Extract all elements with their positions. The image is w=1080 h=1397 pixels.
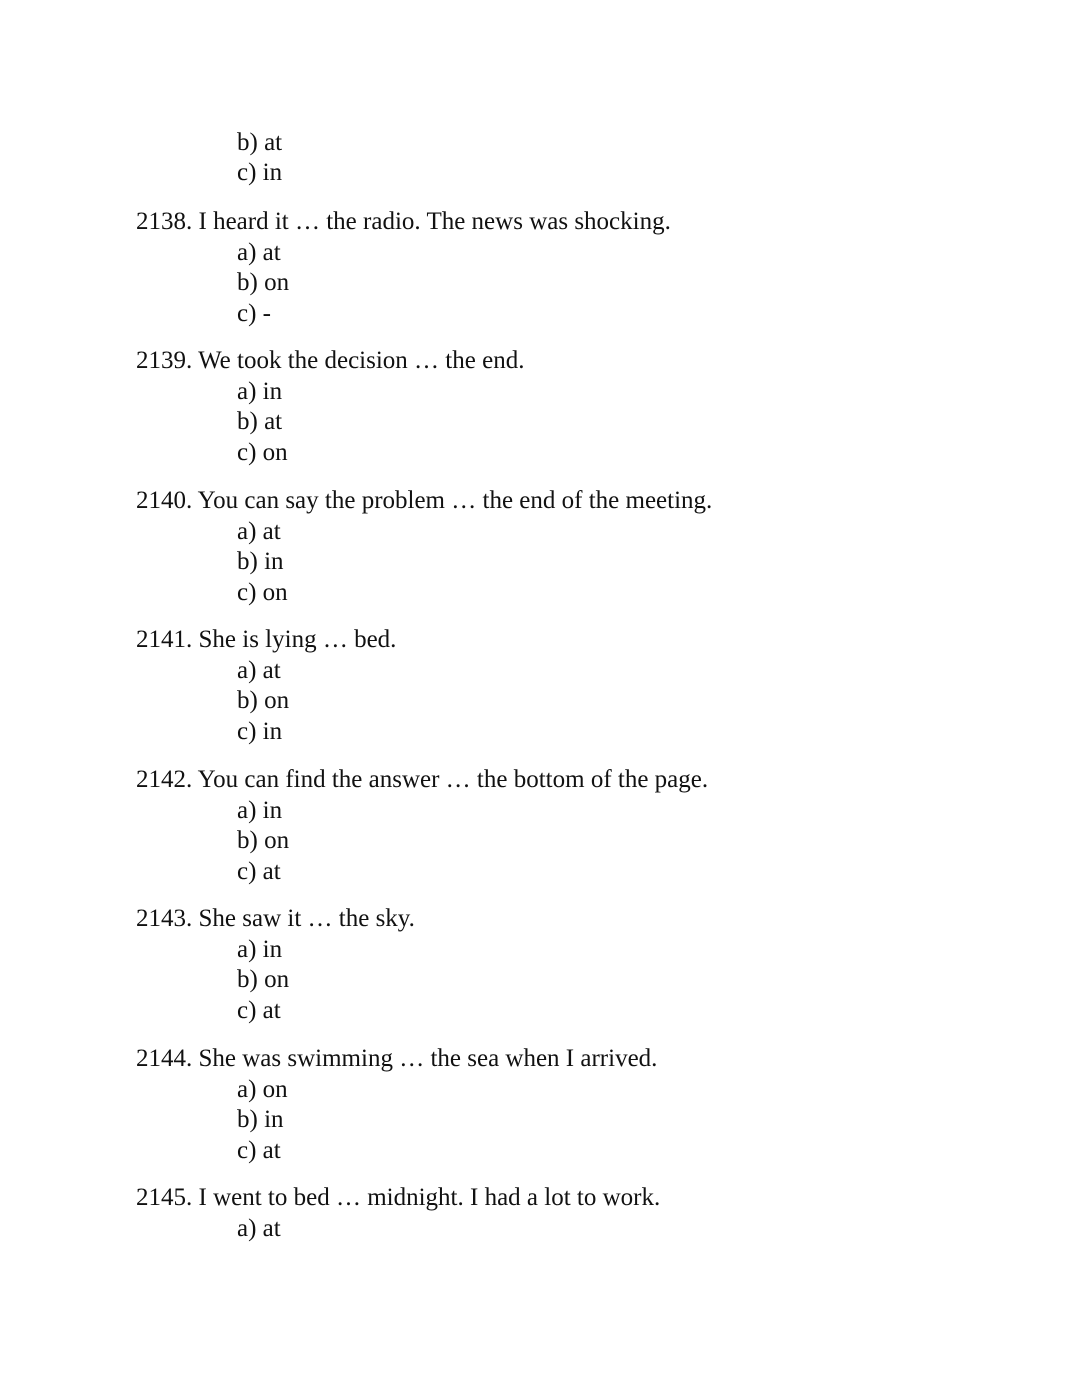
option-label: b) (237, 129, 258, 156)
option-label: b) (237, 1106, 258, 1133)
option-text: at (262, 997, 281, 1024)
option-label: c) (237, 300, 257, 327)
question-number: 2139. (136, 347, 193, 374)
option-line (237, 1105, 284, 1135)
option-label: b) (237, 827, 258, 854)
option-line (237, 826, 289, 856)
option-label: c) (237, 159, 257, 186)
question-text: You can say the problem … the end of the meeting. (197, 487, 713, 514)
question-line (136, 1183, 660, 1213)
option-text: on (262, 579, 288, 606)
option-text: at (264, 129, 283, 156)
option-text: on (262, 1076, 288, 1103)
question-number: 2145. (136, 1184, 193, 1211)
option-text: in (262, 378, 283, 405)
question-line (136, 625, 396, 655)
question-text: You can find the answer … the bottom of the page. (197, 766, 709, 793)
option-text: at (262, 657, 281, 684)
option-text: at (262, 518, 281, 545)
option-text: on (262, 439, 288, 466)
option-text: in (262, 718, 283, 745)
question-text: She is lying … bed. (198, 626, 397, 653)
option-label: c) (237, 718, 257, 745)
option-label: b) (237, 687, 258, 714)
option-line (237, 299, 271, 329)
option-label: a) (237, 518, 257, 545)
option-line (237, 656, 281, 686)
option-line (237, 1136, 281, 1166)
option-label: b) (237, 966, 258, 993)
option-line (237, 268, 289, 298)
option-text: on (264, 966, 290, 993)
option-label: c) (237, 1137, 257, 1164)
option-line (237, 158, 282, 188)
option-text: in (262, 936, 283, 963)
option-text: - (262, 300, 271, 327)
option-label: c) (237, 997, 257, 1024)
option-line (237, 547, 284, 577)
option-line (237, 1214, 281, 1244)
question-text: We took the decision … the end. (198, 347, 525, 374)
option-text: at (262, 1215, 281, 1242)
option-label: b) (237, 548, 258, 575)
option-text: in (262, 797, 283, 824)
option-text: in (264, 548, 284, 575)
option-label: c) (237, 858, 257, 885)
option-text: at (262, 1137, 281, 1164)
question-text: I heard it … the radio. The news was shocking. (198, 208, 671, 235)
option-line (237, 796, 282, 826)
option-line (237, 517, 281, 547)
option-label: b) (237, 269, 258, 296)
option-line (237, 578, 288, 608)
option-label: a) (237, 936, 257, 963)
question-line (136, 346, 524, 376)
option-text: on (264, 269, 290, 296)
option-text: on (264, 827, 290, 854)
question-text: She was swimming … the sea when I arrived. (198, 1045, 658, 1072)
option-label: a) (237, 378, 257, 405)
option-label: a) (237, 1215, 257, 1242)
option-label: b) (237, 408, 258, 435)
question-line (136, 765, 708, 795)
question-number: 2144. (136, 1045, 193, 1072)
option-line (237, 935, 282, 965)
option-line (237, 686, 289, 716)
option-label: c) (237, 439, 257, 466)
option-line (237, 717, 282, 747)
question-line (136, 207, 671, 237)
option-text: on (264, 687, 290, 714)
option-text: at (264, 408, 283, 435)
question-line (136, 486, 712, 516)
option-line (237, 377, 282, 407)
option-line (237, 1075, 288, 1105)
question-number: 2140. (136, 487, 193, 514)
question-line (136, 904, 415, 934)
question-text: She saw it … the sky. (198, 905, 415, 932)
option-text: at (262, 858, 281, 885)
option-text: in (264, 1106, 284, 1133)
question-number: 2142. (136, 766, 193, 793)
option-text: in (262, 159, 283, 186)
option-label: a) (237, 657, 257, 684)
option-label: a) (237, 797, 257, 824)
option-label: c) (237, 579, 257, 606)
option-line (237, 438, 288, 468)
option-line (237, 965, 289, 995)
option-text: at (262, 239, 281, 266)
option-label: a) (237, 239, 257, 266)
question-number: 2141. (136, 626, 193, 653)
option-line (237, 238, 281, 268)
option-line (237, 996, 281, 1026)
option-line (237, 407, 282, 437)
question-text: I went to bed … midnight. I had a lot to work. (198, 1184, 661, 1211)
option-line (237, 128, 282, 158)
question-number: 2138. (136, 208, 193, 235)
option-label: a) (237, 1076, 257, 1103)
question-number: 2143. (136, 905, 193, 932)
question-line (136, 1044, 657, 1074)
option-line (237, 857, 281, 887)
